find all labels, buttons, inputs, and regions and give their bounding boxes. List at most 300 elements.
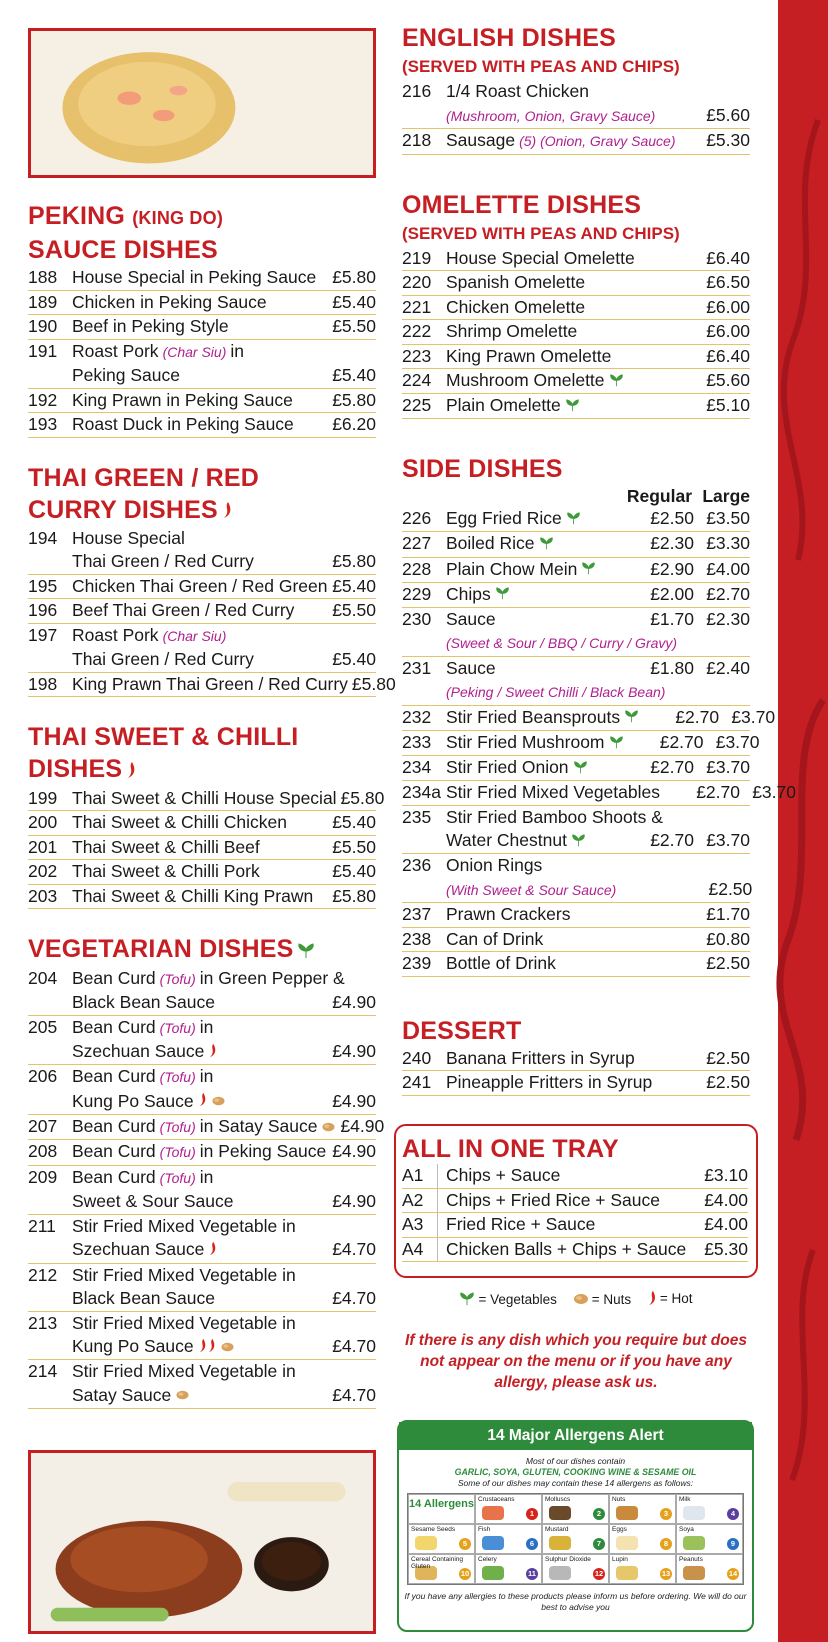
- allergen-label: Cereal Containing Gluten: [411, 1556, 464, 1570]
- item-price: £5.40: [332, 291, 376, 312]
- allergen-icon: [549, 1566, 571, 1580]
- item-name: Fried Rice + Sauce: [446, 1214, 596, 1234]
- item-price: £4.90: [332, 992, 376, 1013]
- item-price: £4.70: [332, 1239, 376, 1260]
- item-name-text: Bean Curd: [72, 967, 156, 988]
- item-number: [28, 648, 72, 672]
- item-number: 213: [28, 1312, 58, 1333]
- item-name: [72, 1360, 372, 1384]
- menu-item: [28, 364, 376, 389]
- regular-price: [663, 806, 743, 830]
- item-number: 189: [28, 291, 58, 312]
- item-name: [446, 129, 702, 154]
- item-number: 209: [28, 1166, 58, 1187]
- menu-item: [28, 860, 376, 885]
- allergen-label: Sesame Seeds: [411, 1526, 456, 1533]
- item-price: [372, 1360, 376, 1384]
- item-number: 226: [402, 508, 432, 529]
- item-name: [446, 903, 614, 927]
- vegetarian-section: [28, 933, 385, 1409]
- item-name-text: House Special in Peking Sauce: [72, 267, 317, 287]
- item-name: [72, 885, 328, 909]
- item-name-text: King Prawn Omelette: [446, 345, 612, 366]
- menu-item: [28, 624, 376, 649]
- allergen-number: 9: [727, 1538, 739, 1550]
- item-number: [28, 1287, 72, 1311]
- item-number: 212: [28, 1264, 58, 1285]
- hot-icon: [222, 495, 232, 527]
- item-name: [72, 1166, 372, 1191]
- item-name: [72, 624, 372, 649]
- item-name-text: King Prawn in Peking Sauce: [72, 389, 293, 410]
- item-note: (Tofu): [159, 970, 196, 987]
- item-name: [72, 1040, 328, 1064]
- item-name: [446, 345, 702, 369]
- item-name-text: Sweet & Sour Sauce: [72, 1191, 234, 1212]
- allergen-number: 11: [526, 1568, 538, 1580]
- item-name: [446, 320, 702, 344]
- item-price: £5.60: [706, 104, 750, 125]
- item-name: [446, 854, 614, 878]
- section-title: VEGETARIAN DISHES: [28, 933, 376, 966]
- item-number: 239: [402, 953, 432, 974]
- item-name: [446, 296, 702, 320]
- item-name-text: Thai Sweet & Chilli Pork: [72, 861, 260, 882]
- vegetable-icon: [573, 757, 588, 781]
- menu-list: [28, 787, 385, 910]
- item-name-text: Stir Fried Mixed Vegetable in: [72, 1312, 296, 1333]
- item-name-text: Beef Thai Green / Red Curry: [72, 600, 295, 621]
- item-number: 219: [402, 247, 432, 268]
- item-note: (5) (Onion, Gravy Sauce): [519, 133, 676, 149]
- menu-item: [28, 1016, 376, 1041]
- item-price: £5.30: [706, 130, 750, 150]
- item-number: 235: [402, 806, 432, 827]
- item-number: [28, 991, 72, 1015]
- menu-item: [402, 854, 750, 878]
- menu-item: [28, 550, 376, 575]
- item-number: 218: [402, 130, 432, 150]
- item-number: [402, 829, 446, 853]
- item-name: [72, 1090, 328, 1114]
- allergen-label: Nuts: [612, 1496, 626, 1503]
- item-price: £5.40: [332, 575, 376, 596]
- item-name-text: Stir Fried Mixed Vegetable in: [72, 1361, 296, 1382]
- right-column: [402, 22, 796, 1096]
- item-name: [446, 583, 614, 607]
- item-price: £5.50: [332, 836, 376, 857]
- allergens-alert-box: [397, 1420, 754, 1632]
- item-name-text: Thai Sweet & Chilli House Special: [72, 787, 337, 808]
- item-number: 224: [402, 370, 432, 390]
- item-price: £6.50: [706, 272, 750, 292]
- item-number: 193: [28, 414, 58, 434]
- menu-item: [402, 1047, 750, 1072]
- allergen-cell: [542, 1494, 609, 1524]
- allergen-cell: [542, 1524, 609, 1554]
- item-number: 190: [28, 316, 58, 336]
- item-number: 192: [28, 389, 58, 410]
- item-name-text: Roast Pork: [72, 340, 159, 361]
- menu-item: [28, 575, 376, 600]
- menu-item: [402, 558, 750, 583]
- allergen-cell: [609, 1554, 676, 1584]
- allergen-icon: [616, 1566, 638, 1580]
- item-name-text: Water Chestnut: [446, 830, 567, 851]
- item-price: £6.20: [332, 414, 376, 434]
- menu-item: [28, 1090, 376, 1115]
- item-name: [446, 104, 702, 129]
- regular-price: [665, 680, 745, 705]
- menu-item: [28, 1065, 376, 1090]
- item-price: £4.90: [340, 1115, 385, 1136]
- item-number: 234: [402, 757, 432, 777]
- allergen-label: Molluscs: [545, 1496, 571, 1503]
- item-name: [446, 394, 702, 418]
- menu-item: [28, 1040, 376, 1065]
- allergen-cell: [475, 1524, 542, 1554]
- item-name-text: Thai Green / Red Curry: [72, 649, 254, 670]
- regular-price: £1.80: [650, 657, 694, 678]
- item-name-text: Stir Fried Beansprouts: [446, 706, 621, 727]
- item-number: A3: [402, 1213, 438, 1237]
- large-column-label: Large: [702, 486, 750, 507]
- item-name: [446, 731, 624, 755]
- item-name-text: House Special Omelette: [446, 247, 635, 268]
- item-number: 222: [402, 321, 432, 341]
- item-number: [402, 104, 446, 129]
- item-number: 198: [28, 673, 58, 694]
- item-price: £5.80: [332, 885, 376, 906]
- item-price: [372, 1264, 376, 1288]
- menu-list: [402, 1164, 748, 1262]
- item-name-text: Stir Fried Bamboo Shoots &: [446, 806, 663, 827]
- allergens-line-3: Some of our dishes may contain these 14 allergens as follows:: [457, 1478, 694, 1488]
- regular-price: [614, 952, 694, 976]
- menu-item: [402, 608, 750, 632]
- menu-item: [402, 756, 750, 781]
- item-name: [72, 811, 328, 835]
- item-number: 241: [402, 1072, 432, 1093]
- peking-section: [28, 200, 376, 438]
- thai-green-section: [28, 462, 396, 698]
- allergen-icon: [616, 1536, 638, 1550]
- item-note: (Sweet & Sour / BBQ / Curry / Gravy): [446, 635, 678, 652]
- item-name-text: Plain Chow Mein: [446, 558, 578, 579]
- large-price: £3.50: [706, 508, 750, 529]
- item-number: 205: [28, 1016, 58, 1037]
- legend-vegetables: = Vegetables: [459, 1292, 556, 1307]
- item-number: [402, 878, 446, 903]
- item-name-text: Roast Pork: [72, 624, 159, 645]
- item-price: £3.10: [704, 1165, 748, 1185]
- item-price: £5.50: [332, 316, 376, 336]
- menu-list: [28, 266, 376, 438]
- thai-sweet-section: [28, 721, 385, 909]
- item-name-text: Black Bean Sauce: [72, 992, 216, 1013]
- item-number: 227: [402, 533, 432, 554]
- item-price: [372, 1016, 376, 1041]
- item-name-text: Bean Curd: [72, 1141, 156, 1162]
- item-number: 228: [402, 558, 432, 579]
- item-name-text: Spanish Omelette: [446, 272, 586, 292]
- item-name: [72, 1140, 328, 1165]
- menu-item: [28, 1238, 376, 1263]
- item-price: £5.30: [704, 1238, 748, 1259]
- legend-nuts: = Nuts: [573, 1292, 631, 1307]
- item-name-text: Stir Fried Mixed Vegetables: [446, 782, 660, 803]
- section-title: THAI SWEET & CHILLI: [28, 723, 299, 752]
- allergen-number: 3: [660, 1508, 672, 1520]
- regular-price: £2.70: [650, 757, 694, 777]
- item-price: £5.40: [332, 812, 376, 833]
- menu-item: [402, 1071, 750, 1096]
- menu-item: [402, 781, 796, 806]
- allergens-line-1: Most of our dishes contain: [525, 1456, 626, 1466]
- item-name-suffix: in Satay Sauce: [199, 1115, 318, 1136]
- item-name-text: Thai Sweet & Chilli King Prawn: [72, 885, 314, 906]
- menu-item: [402, 583, 750, 608]
- item-price: £6.40: [706, 345, 750, 366]
- item-name-text: Chicken Thai Green / Red Green: [72, 575, 328, 596]
- item-name: [72, 1016, 372, 1041]
- item-name-text: Plain Omelette: [446, 395, 561, 416]
- menu-item: [28, 266, 376, 291]
- price-columns-header: [402, 485, 750, 507]
- menu-item: [402, 806, 750, 830]
- item-number: [402, 680, 446, 705]
- allergen-cell: [676, 1494, 743, 1524]
- vegetable-icon: [624, 706, 639, 730]
- menu-item: [28, 1215, 376, 1239]
- regular-price: [614, 903, 694, 927]
- item-number: 221: [402, 296, 432, 317]
- allergen-label: Sulphur Dioxide: [545, 1556, 591, 1563]
- allergen-number: 6: [526, 1538, 538, 1550]
- item-name-suffix: in: [199, 1016, 214, 1037]
- item-name-suffix: in: [199, 1066, 214, 1087]
- item-name: [72, 1190, 328, 1214]
- hot-icon: [208, 1041, 217, 1065]
- menu-list: [402, 507, 796, 977]
- section-title: ENGLISH DISHES: [402, 24, 616, 52]
- item-price: [372, 1065, 376, 1090]
- large-price: £2.30: [706, 608, 750, 629]
- item-name: [446, 806, 663, 830]
- item-price: [372, 527, 376, 551]
- allergen-label: Peanuts: [679, 1556, 703, 1563]
- item-price: £5.10: [706, 395, 750, 416]
- menu-item: [28, 1312, 376, 1336]
- item-name: [446, 1071, 702, 1095]
- large-price: £0.80: [706, 928, 750, 949]
- allergen-label: Mustard: [545, 1526, 569, 1533]
- item-name-text: Chicken in Peking Sauce: [72, 291, 267, 312]
- allergen-number: 8: [660, 1538, 672, 1550]
- item-note: (With Sweet & Sour Sauce): [446, 881, 617, 898]
- item-price: £5.40: [332, 861, 376, 882]
- side-dishes-section: [402, 453, 796, 977]
- vegetable-icon: [571, 830, 586, 854]
- large-price: £3.70: [706, 757, 750, 777]
- item-name: [72, 1065, 372, 1090]
- item-name: [446, 756, 614, 780]
- item-name-text: Beef in Peking Style: [72, 316, 229, 336]
- allergen-icon: [683, 1506, 705, 1520]
- menu-item: [402, 952, 750, 977]
- item-price: £4.70: [332, 1384, 376, 1405]
- item-name: [446, 558, 614, 582]
- hot-icon: [198, 1090, 207, 1114]
- menu-item: [402, 928, 750, 953]
- item-name: [72, 340, 372, 365]
- allergen-cell: [676, 1554, 743, 1584]
- item-name: [72, 389, 328, 413]
- item-price: £6.40: [706, 247, 750, 268]
- item-name-text: Thai Sweet & Chilli Beef: [72, 836, 260, 857]
- menu-item: [402, 657, 750, 681]
- large-price: £2.40: [706, 657, 750, 678]
- allergen-icon: [482, 1566, 504, 1580]
- vegetable-icon: [459, 1292, 475, 1306]
- large-price: £3.70: [715, 731, 760, 752]
- menu-item: [402, 80, 750, 104]
- menu-list: [28, 527, 396, 698]
- large-price: £3.70: [731, 706, 776, 727]
- regular-price: [616, 878, 696, 903]
- menu-item: [402, 345, 750, 370]
- item-name: [72, 1384, 328, 1408]
- section-title: THAI GREEN / RED: [28, 463, 259, 492]
- item-name: [446, 532, 614, 556]
- menu-item: [28, 1264, 376, 1288]
- item-name-suffix: in Green Pepper &: [199, 967, 345, 988]
- item-number: 195: [28, 575, 58, 596]
- icon-legend: [394, 1290, 758, 1309]
- allergen-icon: [549, 1506, 571, 1520]
- item-number: [28, 1335, 72, 1359]
- hot-icon: [126, 755, 136, 787]
- item-number: 208: [28, 1141, 58, 1162]
- large-price: £3.70: [706, 830, 750, 851]
- menu-item: [28, 413, 376, 438]
- allergen-cell: [475, 1554, 542, 1584]
- item-number: 206: [28, 1066, 58, 1087]
- item-number: 202: [28, 861, 58, 882]
- regular-price: £1.70: [650, 608, 694, 629]
- item-name: [72, 364, 328, 388]
- menu-item: [28, 1115, 385, 1141]
- item-name: [72, 575, 328, 599]
- vegetable-icon: [609, 370, 624, 394]
- roast-duck-photo: [28, 1450, 376, 1634]
- item-name: [72, 860, 328, 884]
- menu-item: [28, 1166, 376, 1191]
- menu-item: [402, 271, 750, 296]
- allergen-number: 5: [459, 1538, 471, 1550]
- item-name: [446, 608, 614, 632]
- item-name-text: Satay Sauce: [72, 1384, 172, 1405]
- allergen-number: 2: [593, 1508, 605, 1520]
- item-note: (Tofu): [159, 1019, 196, 1036]
- menu-item: [28, 1190, 376, 1215]
- item-number: [28, 1040, 72, 1064]
- item-name-text: Mushroom Omelette: [446, 370, 605, 390]
- vegetable-icon: [566, 508, 581, 532]
- item-name: [72, 991, 328, 1015]
- all-in-one-tray-box: [394, 1124, 758, 1278]
- item-name-text: Black Bean Sauce: [72, 1288, 216, 1309]
- item-number: 188: [28, 267, 58, 287]
- allergen-label: Crustaceans: [478, 1496, 515, 1503]
- item-name-text: Peking Sauce: [72, 365, 180, 385]
- allergen-cell: [609, 1494, 676, 1524]
- menu-item: [402, 369, 750, 394]
- item-number: [28, 1190, 72, 1214]
- item-price: £5.40: [332, 365, 376, 385]
- item-price: [372, 1166, 376, 1191]
- item-number: A2: [402, 1189, 438, 1213]
- item-price: £5.80: [332, 551, 376, 572]
- item-name: [72, 1312, 372, 1336]
- menu-item: [402, 507, 750, 532]
- section-title: DESSERT: [402, 1016, 522, 1045]
- allergen-cell: [408, 1524, 475, 1554]
- item-price: £4.00: [704, 1189, 748, 1210]
- menu-item: [402, 706, 776, 731]
- item-name-text: Banana Fritters in Syrup: [446, 1047, 635, 1068]
- item-number: 216: [402, 81, 432, 101]
- item-name: [446, 952, 614, 976]
- item-name: [446, 657, 614, 681]
- allergen-number: 1: [526, 1508, 538, 1520]
- item-name-text: Thai Green / Red Curry: [72, 551, 254, 572]
- item-name-text: Stir Fried Mixed Vegetable in: [72, 1264, 296, 1285]
- item-name-text: King Prawn Thai Green / Red Curry: [72, 673, 348, 694]
- item-number: 211: [28, 1215, 56, 1236]
- menu-item: [402, 296, 750, 321]
- allergen-cell: [676, 1524, 743, 1554]
- item-name-text: Sauce: [446, 608, 496, 629]
- allergen-cell: [609, 1524, 676, 1554]
- menu-item: [28, 648, 376, 673]
- menu-item: [402, 680, 750, 706]
- item-name: [72, 967, 372, 992]
- item-name: Chips + Fried Rice + Sauce: [446, 1189, 660, 1210]
- item-number: 238: [402, 928, 432, 949]
- item-price: £4.90: [332, 1141, 376, 1162]
- item-name-text: Bean Curd: [72, 1066, 156, 1087]
- item-note: (Char Siu): [162, 343, 227, 360]
- item-name-text: Stir Fried Mushroom: [446, 731, 605, 752]
- allergen-icon: [415, 1536, 437, 1550]
- item-price: £5.60: [706, 370, 750, 390]
- menu-item: [28, 673, 396, 698]
- section-title: ALL IN ONE TRAY: [402, 1135, 619, 1163]
- item-name: [72, 550, 328, 574]
- english-section: [402, 22, 750, 155]
- menu-item: [402, 394, 750, 419]
- item-note: (Mushroom, Onion, Gravy Sauce): [446, 107, 656, 124]
- large-price: £1.70: [706, 904, 750, 925]
- item-note: (Tofu): [159, 1169, 196, 1186]
- item-name: [72, 673, 348, 697]
- item-number: 223: [402, 345, 432, 366]
- item-name: [446, 271, 702, 295]
- item-number: 191: [28, 340, 58, 361]
- item-name-text: Bean Curd: [72, 1016, 156, 1037]
- item-name: Chips + Sauce: [446, 1165, 561, 1185]
